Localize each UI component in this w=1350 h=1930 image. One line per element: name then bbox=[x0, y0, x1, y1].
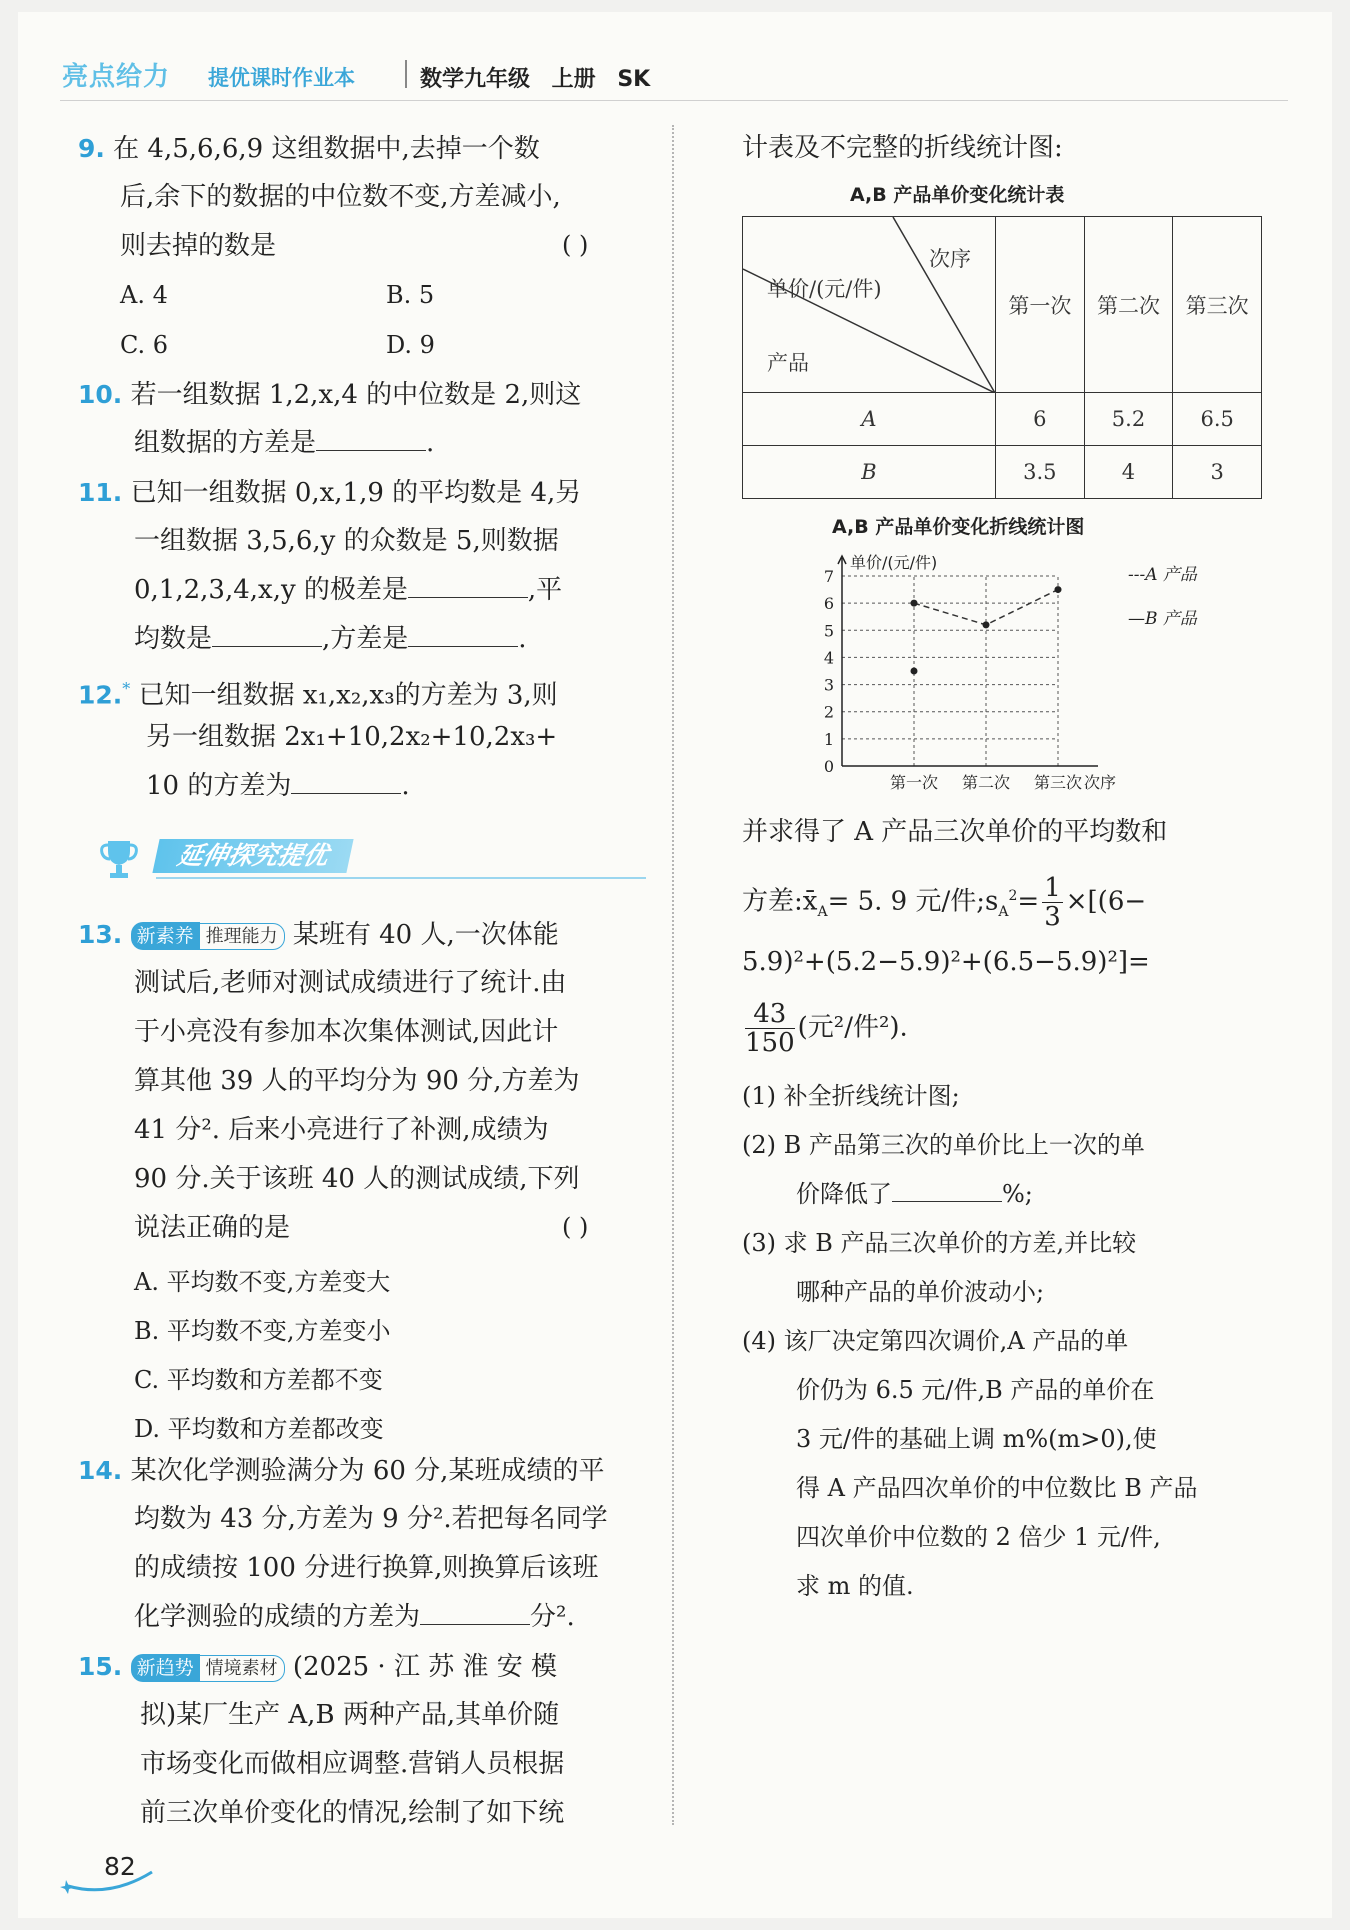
question-text: 的成绩按 100 分进行换算,则换算后该班 bbox=[134, 1553, 599, 1583]
corner-order: 次序 bbox=[929, 247, 971, 271]
legend-entry: ---A 产品 bbox=[1128, 565, 1197, 585]
header-rule bbox=[60, 100, 1288, 101]
question-text: 前三次单价变化的情况,绘制了如下统 bbox=[140, 1798, 565, 1828]
y-tick-label: 4 bbox=[823, 648, 834, 668]
challenge-star: * bbox=[122, 679, 131, 698]
question-text: 则去掉的数是 bbox=[120, 231, 277, 261]
question-text: 化学测验的成绩的方差为 分². bbox=[134, 1602, 575, 1632]
question-number: 15. bbox=[78, 1652, 123, 1681]
question-text: 组数据的方差是 . bbox=[134, 428, 435, 458]
question-text: 价仍为 6.5 元/件,B 产品的单价在 bbox=[796, 1376, 1155, 1404]
corner-price: 单价/(元/件) bbox=[767, 277, 882, 301]
y-tick-label: 7 bbox=[823, 567, 834, 586]
question-text: 并求得了 A 产品三次单价的平均数和 bbox=[742, 817, 1168, 847]
price-table bbox=[742, 216, 1262, 499]
question-text: 0,1,2,3,4,x,y 的极差是 ,平 bbox=[134, 575, 563, 605]
data-point bbox=[983, 621, 990, 628]
row-label: B bbox=[743, 446, 996, 499]
question-11 bbox=[78, 468, 581, 518]
question-number: 13. bbox=[78, 920, 123, 949]
x-tick-label: 第二次 bbox=[961, 773, 1011, 792]
question-9 bbox=[78, 124, 540, 174]
question-text: (2025 · 江 苏 淮 安 模 bbox=[292, 1652, 558, 1682]
question-text: 测试后,老师对测试成绩进行了统计.由 bbox=[134, 968, 567, 998]
option-d: D. 9 bbox=[386, 331, 435, 359]
answer-paren: ( ) bbox=[562, 1213, 589, 1241]
question-text: 已知一组数据 x₁,x₂,x₃的方差为 3,则 bbox=[138, 680, 558, 711]
question-text: 10 的方差为 . bbox=[146, 771, 410, 801]
question-number: 9. bbox=[78, 134, 105, 163]
question-text: 四次单价中位数的 2 倍少 1 元/件, bbox=[796, 1523, 1161, 1551]
option-b: B. 平均数不变,方差变小 bbox=[134, 1317, 391, 1345]
y-tick-label: 0 bbox=[823, 757, 834, 776]
question-text: 某次化学测验满分为 60 分,某班成绩的平 bbox=[130, 1456, 605, 1486]
section-banner bbox=[96, 835, 646, 879]
question-text: 拟)某厂生产 A,B 两种产品,其单价随 bbox=[140, 1700, 560, 1730]
question-text: $\frac{43}{150}$ (元²/件²). bbox=[745, 999, 908, 1058]
chart-title: A,B 产品单价变化折线统计图 bbox=[832, 516, 1085, 538]
header-divider bbox=[405, 60, 407, 88]
question-text: 已知一组数据 0,x,1,9 的平均数是 4,另 bbox=[130, 478, 582, 508]
question-text: 某班有 40 人,一次体能 bbox=[292, 920, 559, 950]
tag-context: 情境素材 bbox=[200, 1655, 285, 1682]
option-a: A. 4 bbox=[120, 281, 168, 309]
y-axis-label: 单价/(元/件) bbox=[850, 553, 938, 572]
option-d: D. 平均数和方差都改变 bbox=[134, 1415, 384, 1443]
question-number: 10. bbox=[78, 380, 123, 409]
answer-blank[interactable] bbox=[408, 573, 528, 598]
table-corner-cell bbox=[743, 217, 996, 393]
question-text: 算其他 39 人的平均分为 90 分,方差为 bbox=[134, 1066, 580, 1096]
question-text: 3 元/件的基础上调 m%(m>0),使 bbox=[796, 1425, 1157, 1453]
answer-blank[interactable] bbox=[408, 622, 518, 647]
price-line-chart bbox=[800, 540, 1220, 800]
y-tick-label: 3 bbox=[823, 675, 834, 695]
question-number: 14. bbox=[78, 1456, 123, 1485]
data-point bbox=[911, 668, 918, 675]
table-cell: 6 bbox=[996, 393, 1085, 446]
section-title: 延伸探究提优 bbox=[152, 839, 353, 873]
legend-entry: —B 产品 bbox=[1128, 609, 1197, 629]
question-text: 41 分². 后来小亮进行了补测,成绩为 bbox=[134, 1115, 549, 1145]
table-cell: 5.2 bbox=[1084, 393, 1173, 446]
question-text: 于小亮没有参加本次集体测试,因此计 bbox=[134, 1017, 559, 1047]
data-point bbox=[1055, 586, 1062, 593]
question-text: 后,余下的数据的中位数不变,方差减小, bbox=[120, 182, 561, 212]
question-number: 11. bbox=[78, 478, 123, 507]
x-tick-label: 第三次 bbox=[1033, 773, 1083, 792]
table-cell: 4 bbox=[1084, 446, 1173, 499]
corner-product: 产品 bbox=[767, 351, 809, 375]
table-cell: 3.5 bbox=[996, 446, 1085, 499]
tag-reasoning: 推理能力 bbox=[200, 923, 285, 950]
sub-question-3: (3) 求 B 产品三次单价的方差,并比较 bbox=[742, 1229, 1137, 1257]
question-text: 市场变化而做相应调整.营销人员根据 bbox=[140, 1749, 565, 1779]
question-text: 得 A 产品四次单价的中位数比 B 产品 bbox=[796, 1474, 1198, 1502]
answer-paren: ( ) bbox=[562, 231, 589, 259]
data-point bbox=[911, 600, 918, 607]
question-13 bbox=[78, 910, 559, 960]
option-a: A. 平均数不变,方差变大 bbox=[134, 1268, 391, 1296]
option-c: C. 6 bbox=[120, 331, 169, 359]
sub-question-1: (1) 补全折线统计图; bbox=[742, 1082, 960, 1110]
fraction: $\frac{1}{3}$ bbox=[1044, 873, 1061, 933]
table-cell: 3 bbox=[1173, 446, 1262, 499]
sub-question-2: (2) B 产品第三次的单价比上一次的单 bbox=[742, 1131, 1145, 1159]
question-text: 另一组数据 2x₁+10,2x₂+10,2x₃+ bbox=[146, 722, 558, 752]
question-text: 在 4,5,6,6,9 这组数据中,去掉一个数 bbox=[113, 134, 540, 164]
question-text: 说法正确的是 bbox=[134, 1213, 291, 1243]
answer-blank[interactable] bbox=[420, 1600, 530, 1625]
question-15 bbox=[78, 1642, 557, 1692]
answer-blank[interactable] bbox=[212, 622, 322, 647]
y-tick-label: 5 bbox=[823, 621, 834, 641]
page-number: 82 bbox=[104, 1852, 136, 1881]
question-text: 5.9)²+(5.2−5.9)²+(6.5−5.9)²]= bbox=[742, 947, 1150, 977]
question-text: 计表及不完整的折线统计图: bbox=[742, 133, 1063, 163]
table-title: A,B 产品单价变化统计表 bbox=[850, 184, 1065, 206]
question-text: 哪种产品的单价波动小; bbox=[796, 1278, 1045, 1306]
answer-blank[interactable] bbox=[291, 769, 401, 794]
column-divider bbox=[672, 125, 674, 1825]
question-text: 价降低了 %; bbox=[796, 1170, 1033, 1219]
x-axis-label: 次序 bbox=[1083, 773, 1117, 792]
y-tick-label: 1 bbox=[823, 729, 834, 749]
question-text: 均数为 43 分,方差为 9 分².若把每名同学 bbox=[134, 1504, 608, 1534]
question-14 bbox=[78, 1446, 604, 1496]
question-10 bbox=[78, 370, 581, 420]
question-text: 方差$:x̄_A= 5$. 9 元/件$;s_A^2=$ $\frac{1}{3}$ ×[(6− bbox=[742, 873, 1147, 933]
trophy-icon bbox=[96, 835, 142, 881]
series-name: 提优课时作业本 bbox=[208, 66, 355, 90]
tag-new-trend: 新趋势 bbox=[131, 1654, 200, 1682]
question-number: 12. bbox=[78, 680, 123, 710]
question-text: 若一组数据 1,2,x,4 的中位数是 2,则这 bbox=[130, 380, 582, 410]
fraction: $\frac{43}{150}$ bbox=[745, 999, 795, 1058]
question-text: 90 分.关于该班 40 人的测试成绩,下列 bbox=[134, 1164, 580, 1194]
column-header: 第二次 bbox=[1084, 217, 1173, 393]
y-tick-label: 6 bbox=[823, 594, 834, 614]
brand-logo: 亮点给力 bbox=[62, 62, 171, 92]
question-text: 一组数据 3,5,6,y 的众数是 5,则数据 bbox=[134, 526, 559, 556]
column-header: 第三次 bbox=[1173, 217, 1262, 393]
x-tick-label: 第一次 bbox=[889, 773, 939, 792]
question-text: 求 m 的值. bbox=[796, 1572, 914, 1600]
column-header: 第一次 bbox=[996, 217, 1085, 393]
sub-question-4: (4) 该厂决定第四次调价,A 产品的单 bbox=[742, 1327, 1129, 1355]
y-tick-label: 2 bbox=[823, 702, 834, 722]
table-cell: 6.5 bbox=[1173, 393, 1262, 446]
option-b: B. 5 bbox=[386, 281, 435, 309]
question-text: 均数是 ,方差是 . bbox=[134, 624, 527, 654]
answer-blank[interactable] bbox=[316, 426, 426, 451]
answer-blank[interactable] bbox=[892, 1177, 1002, 1202]
row-label: A bbox=[743, 393, 996, 446]
option-c: C. 平均数和方差都不变 bbox=[134, 1366, 383, 1394]
tag-new-literacy: 新素养 bbox=[131, 922, 200, 950]
book-title: 数学九年级 上册 SK bbox=[420, 67, 651, 92]
